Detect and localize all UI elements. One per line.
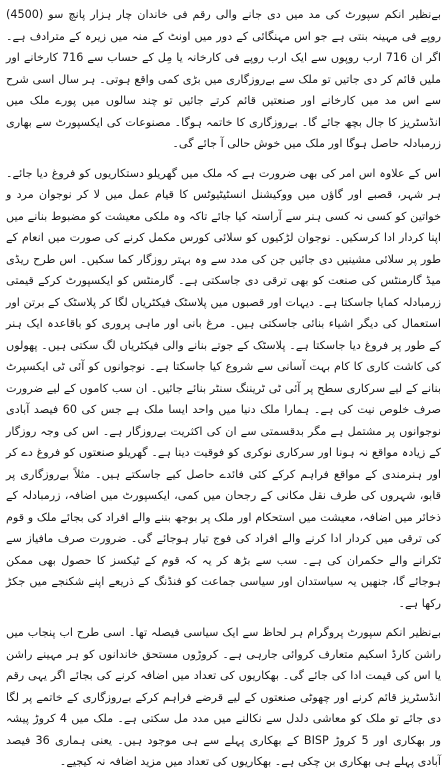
article-paragraph-3: بےنظیر انکم سپورٹ پروگرام ہر لحاظ سے ایک سیاسی فیصلہ تھا۔ اسی طرح اب پنجاب میں راشن کارڈ اسکیم متعارف کروائی جارہی ہے۔ کروڑوں مستحق خاندانوں کو ہر مہینے راشن یا اس کی قیمت ادا کی جائے گی۔ بھکاریوں کی تعداد میں اضافہ کرنے کی بجائے اگر یہی رقم انڈسٹریز قائم کرنے اور چھوٹی صنعتوں کے لیے قرضے فراہم کرکے بےروزگاری کے خاتمے پر لگا دی جائے تو ملک کو معاشی دلدل سے نکالنے میں مدد مل سکتی ہے۔ ملک میں 4 کروڑ پیشہ ور بھکاری اور 5 کروڑ BISP کے بھکاری پہلے سے ہی موجود ہیں۔ یعنی ہماری 36 فیصد آبادی پہلے ہی بھکاری بن چکی ہے۔ بھکاریوں کی تعداد میں مزید اضافہ نہ کیجیے۔: [6, 626, 442, 768]
article-paragraph-1: بےنظیر انکم سپورٹ کی مد میں دی جانے والی رقم فی خاندان چار ہزار پانچ سو (4500) روپے فی مہینہ بنتی ہے جو اس مہنگائی کے دور میں اونٹ کے منہ میں زیرہ کے مترادف ہے۔ اگر ان 716 ارب روپوں سے ایک ارب روپے فی کارخانہ یا مِل کے حساب سے 716 کارخانے اور ملیں قائم کر دی جاتیں تو ملک سے بےروزگاری میں بڑی کمی واقع ہوتی۔ ہر سال اسی شرح سے اس مد میں کارخانے اور صنعتیں قائم کرتے جائیں تو چند سالوں میں پورے ملک میں انڈسٹریز کا جال بچھ جائے گا۔ بےروزگاری کا خاتمہ ہوگا۔ مصنوعات کی ایکسپورٹ سے بھاری زرمبادلہ حاصل ہوگا اور ملک میں خوش حالی آ جائے گی۔: [6, 8, 441, 150]
article-paragraph-2: اس کے علاوہ اس امر کی بھی ضرورت ہے کہ ملک میں گھریلو دستکاریوں کو فروغ دیا جائے۔ ہر شہر، قصبے اور گاؤں میں ووکیشنل انسٹیٹیوٹس کا قیام عمل میں لا کر نوجوان مرد و خواتین کو کسی نہ کسی ہنر سے آراستہ کیا جائے تاکہ وہ ملکی معیشت کو مضبوط بنانے میں اپنا کردار ادا کرسکیں۔ نوجوان لڑکیوں کو سلائی کورس مکمل کرنے کی صورت میں انعام کے طور پر سلائی مشینیں دی جائیں جن کی مدد سے وہ بہتر روزگار کما سکیں۔ اس طرح ریڈی میڈ گارمنٹس کی صنعت کو بھی ترقی دی جاسکتی ہے۔ گارمنٹس کو ایکسپورٹ کرکے قیمتی زرمبادلہ کمایا جاسکتا ہے۔ دیہات اور قصبوں میں پلاسٹک فیکٹریاں لگا کر پلاسٹک کے برتن اور استعمال کی دیگر اشیاء بنائی جاسکتی ہیں۔ مرغ بانی اور ماہی پروری کو باقاعدہ ایک ہنر کے طور پر فروغ دیا جاسکتا ہے۔ پلاسٹک کے جوتے بنانے والی فیکٹریاں لگ سکتی ہیں۔ پھولوں کی کاشت کاری کا کام بہت آسانی سے شروع کیا جاسکتا ہے۔ نوجوانوں کو آئی ٹی ایکسپرٹ بنانے کے لیے سرکاری سطح پر آئی ٹی ٹریننگ سنٹر بنائے جائیں۔ ان سب کاموں کے لیے ضرورت صرف خلوص نیت کی ہے۔ ہمارا ملک دنیا میں واحد ایسا ملک ہے جس کی 60 فیصد آبادی نوجوانوں پر مشتمل ہے مگر بدقسمتی سے ان کی اکثریت بےروزگار ہے۔ اس کی وجہ روزگار کے زیادہ مواقع نہ ہونا اور سرکاری نوکری کو فوقیت دینا ہے۔ گھریلو صنعتوں کو فروغ دے کر اور ہنرمندی کے مواقع فراہم کرکے کئی فائدے حاصل کیے جاسکتے ہیں۔ مثلاً بےروزگاری پر قابو، شہروں کی طرف نقل مکانی کے رجحان میں کمی، ایکسپورٹ میں اضافہ، زرمبادلہ کے ذخائر میں اضافہ، معیشت میں استحکام اور ملک پر بوجھ بننے والے افراد کی بجائے ملک و قوم کی ترقی میں کردار ادا کرنے والے افراد کی فوج تیار ہوجائے گی۔ ضرورت صرف مافیاز سے ٹکرانے والے حکمران کی ہے۔ سب سے بڑھ کر یہ کہ قوم کے ٹیکسز کا حصول بھی ممکن ہوجائے گا، جنھیں یہ سیاستدان اور سیاسی جماعت کو فنڈنگ کے ذریعے اپنے شکنجے میں جکڑ رکھا ہے۔: [6, 166, 441, 610]
